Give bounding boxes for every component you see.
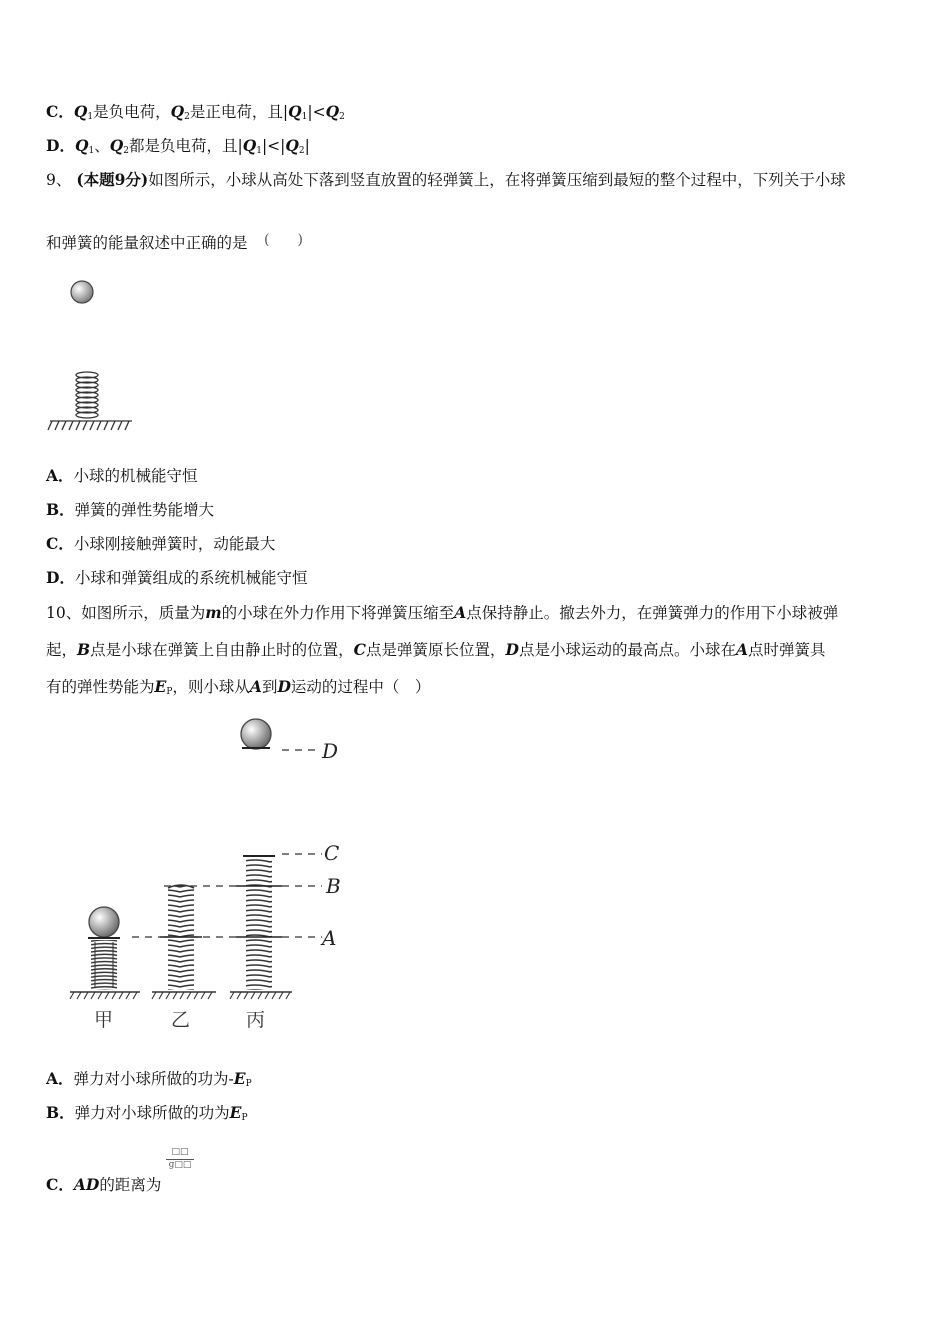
option-c-q8: C．$Q_1$是负电荷，$Q_2$是正电荷，且$|Q_1|<Q_2$ — [46, 102, 345, 122]
q10-option-b: B．弹力对小球所做的功为$E_P$ — [46, 1103, 248, 1123]
label-b: B — [326, 874, 341, 898]
spring — [76, 372, 98, 418]
q10-option-a: A．弹力对小球所做的功为$-E_P$ — [46, 1069, 252, 1089]
q10-option-c: C．AD的距离为 — [46, 1175, 162, 1194]
ball-top — [241, 719, 271, 749]
question-10-stem-line1: 10、如图所示，质量为m的小球在外力作用下将弹簧压缩至A点保持静止。撤去外力，在弹簧弹力的作用下小球被弹 — [46, 603, 839, 622]
q9-option-a: A．小球的机械能守恒 — [46, 466, 198, 485]
ball-spring-figure — [40, 275, 140, 435]
question-9-stem-line2: 和弹簧的能量叙述中正确的是 — [46, 234, 248, 252]
label-d: D — [322, 739, 339, 763]
caption-jia: 甲 — [94, 1009, 114, 1031]
q9-option-c: C．小球刚接触弹簧时，动能最大 — [46, 534, 276, 553]
caption-bing: 丙 — [246, 1009, 266, 1031]
caption-yi: 乙 — [171, 1009, 191, 1031]
q9-option-b: B．弹簧的弹性势能增大 — [46, 500, 215, 519]
fraction-formula: □□ ɡ□□ — [166, 1147, 194, 1170]
answer-blank: ( ) — [264, 232, 303, 248]
ball-jia — [89, 907, 119, 937]
q9-option-d: D．小球和弹簧组成的系统机械能守恒 — [46, 568, 308, 587]
option-d-q8: D．$Q_1$、$Q_2$都是负电荷，且$|Q_1|<|Q_2|$ — [46, 136, 310, 156]
label-c: C — [324, 841, 340, 865]
spring-yi — [168, 886, 194, 990]
label-a: A — [322, 926, 337, 950]
question-10-stem-line2: 起，B点是小球在弹簧上自由静止时的位置，C点是弹簧原长位置，D点是小球运动的最高点。小球在A点时弹簧具 — [46, 640, 826, 659]
three-springs-figure — [60, 708, 360, 1038]
ground — [48, 421, 132, 430]
question-9-stem-line1: 9、 (本题9分)如图所示，小球从高处下落到竖直放置的轻弹簧上，在将弹簧压缩到最短的整个过程中，下列关于小球 — [46, 170, 846, 189]
ball — [71, 281, 93, 303]
spring-bing — [246, 858, 272, 990]
question-10-stem-line3: 有的弹性势能为$E_P$，则小球从A到D运动的过程中（ ） — [46, 677, 431, 697]
